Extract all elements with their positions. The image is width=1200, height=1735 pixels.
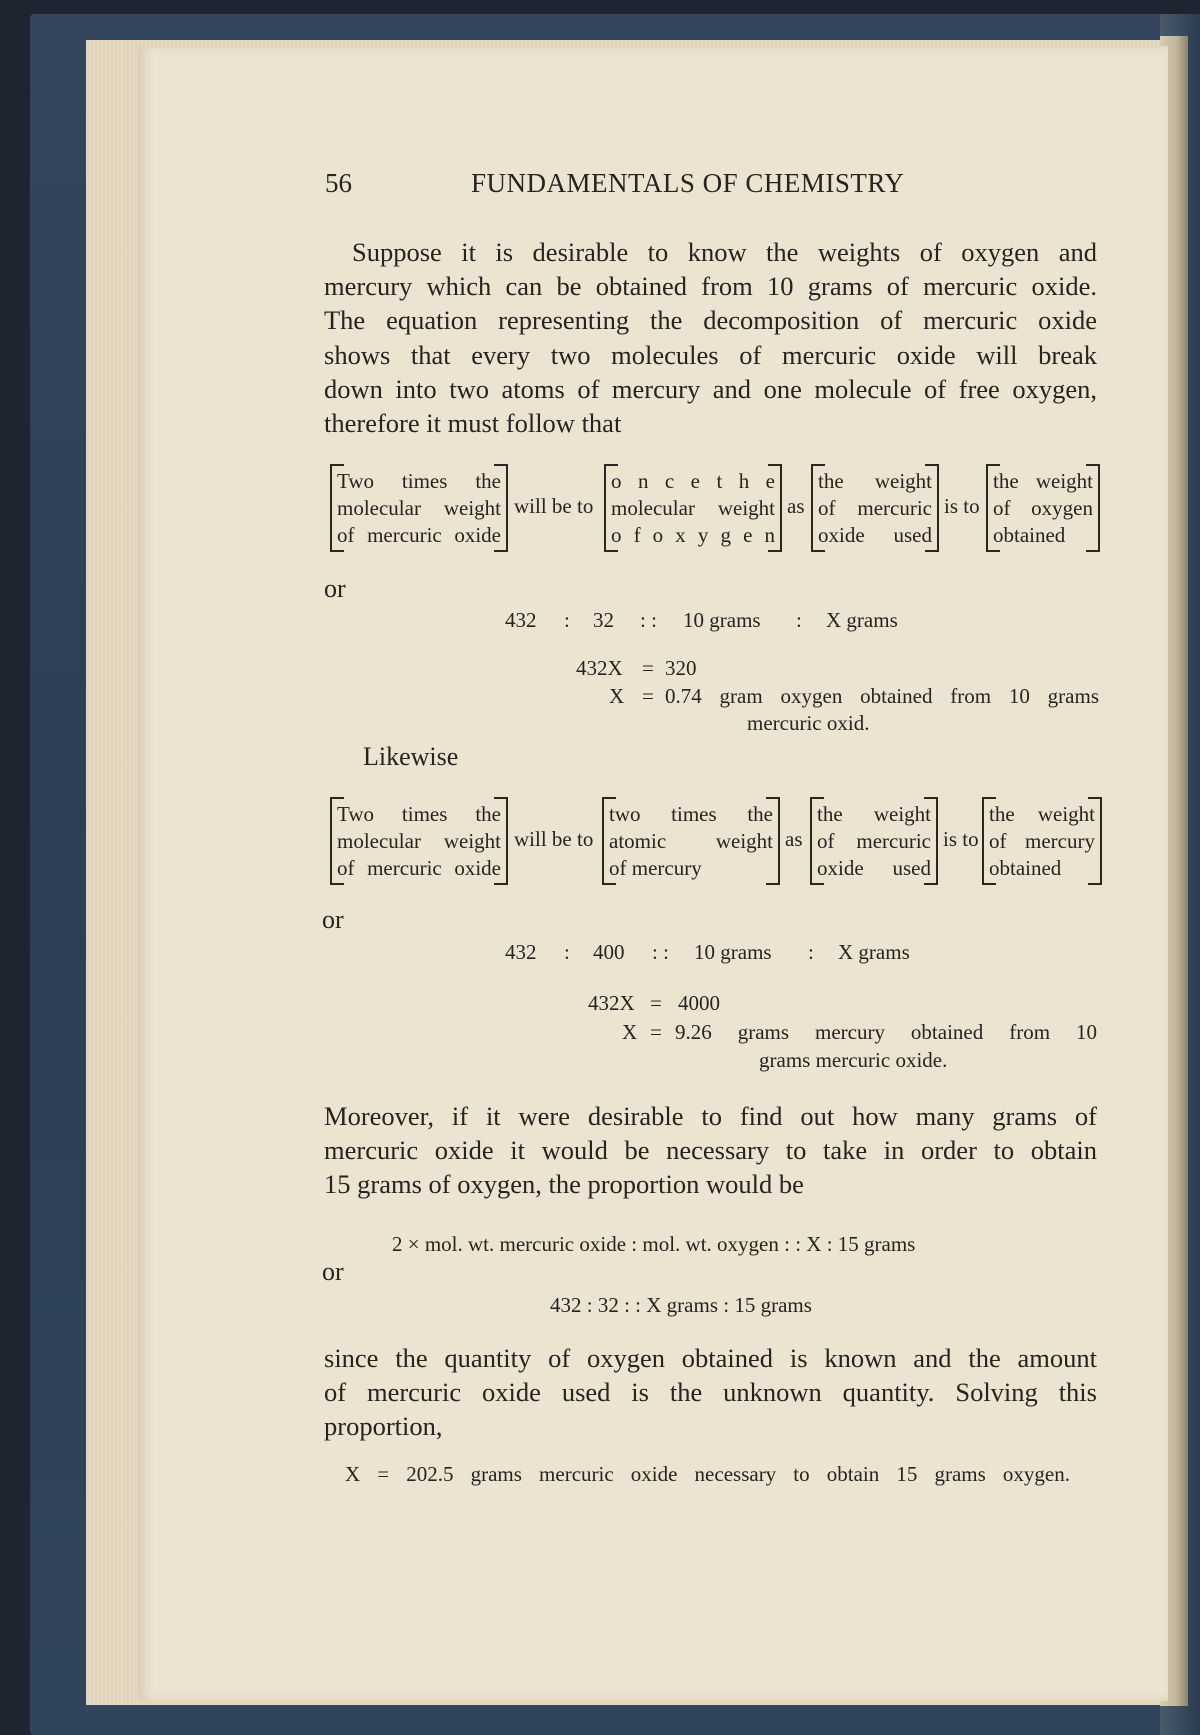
word-proportion-2 — [330, 797, 1100, 887]
connector: will be to — [514, 494, 594, 518]
bracket-term — [811, 464, 939, 552]
ratio-term: 32 — [593, 608, 614, 632]
term-line: Two times the — [337, 802, 501, 826]
term-line: the weight — [817, 802, 931, 826]
page-number: 56 — [325, 168, 352, 198]
term-line: o f o x y g e n — [611, 523, 775, 547]
text-line: proportion, — [324, 1411, 443, 1442]
final-result: X = 202.5 grams mercuric oxide necessary to obtain 15 grams oxygen. — [345, 1462, 1070, 1486]
or-label: or — [324, 574, 346, 603]
connector: is to — [944, 494, 980, 518]
term-line: molecular weight — [611, 496, 775, 520]
equation-continuation: mercuric oxid. — [747, 711, 870, 735]
equation-left: 432X — [588, 991, 635, 1015]
bracket-term — [602, 797, 780, 885]
text-line: mercury which can be obtained from 10 grams of mercuric oxide. — [324, 271, 1097, 302]
or-label: or — [322, 905, 344, 934]
paragraph-2 — [324, 1099, 1097, 1202]
term-line: molecular weight — [337, 829, 501, 853]
text-line: mercuric oxide it would be necessary to take in order to obtain — [324, 1135, 1097, 1166]
term-line: the weight — [818, 469, 932, 493]
ratio-term: X grams — [826, 608, 898, 632]
ratio-term: 432 — [505, 940, 537, 964]
equation-right: 9.26 grams mercury obtained from 10 — [675, 1020, 1097, 1044]
term-line: oxide used — [817, 856, 931, 880]
ratio-term: 10 grams — [694, 940, 772, 964]
connector: as — [785, 827, 803, 851]
equals-sign: = — [650, 991, 662, 1015]
text-line: Moreover, if it were desirable to find out how many grams of — [324, 1101, 1097, 1131]
text-line: down into two atoms of mercury and one molecule of free oxygen, — [324, 373, 1097, 404]
term-line: of mercury — [609, 856, 702, 880]
equation-left: X — [622, 1020, 638, 1044]
text-line: The equation representing the decomposition of mercuric oxide — [324, 305, 1097, 336]
term-line: of mercuric — [817, 829, 931, 853]
likewise-label: Likewise — [363, 742, 459, 771]
ratio-term: X grams — [838, 940, 910, 964]
ratio-line: 432 : 32 : : X grams : 15 grams — [550, 1293, 812, 1317]
text-line: since the quantity of oxygen obtained is known and the amount — [324, 1343, 1097, 1373]
bracket-term — [986, 464, 1100, 552]
term-line: o n c e t h e — [611, 469, 775, 493]
equals-sign: = — [642, 684, 654, 708]
equals-sign: = — [642, 656, 654, 680]
bracket-term — [330, 797, 508, 885]
ratio-sign: : — [796, 608, 802, 632]
bracket-term — [604, 464, 782, 552]
term-line: oxide used — [818, 523, 932, 547]
equation-continuation: grams mercuric oxide. — [759, 1048, 948, 1072]
connector: as — [787, 494, 805, 518]
term-line: two times the — [609, 802, 773, 826]
ratio-term: 10 grams — [683, 608, 761, 632]
ratio-sign: : — [564, 940, 570, 964]
bracket-term — [330, 464, 508, 552]
equation-left: X — [609, 684, 625, 708]
equals-sign: = — [650, 1020, 662, 1044]
term-line: molecular weight — [337, 496, 501, 520]
equation-right: 4000 — [678, 991, 720, 1015]
formula-line: 2 × mol. wt. mercuric oxide : mol. wt. oxygen : : X : 15 grams — [392, 1232, 916, 1256]
term-line: of oxygen — [993, 496, 1093, 520]
equation-right: 320 — [665, 656, 697, 680]
text-line: shows that every two molecules of mercuric oxide will break — [324, 339, 1097, 370]
term-line: the weight — [993, 469, 1093, 493]
term-line: the weight — [989, 802, 1095, 826]
ratio-sign: : : — [640, 608, 657, 632]
bracket-term — [810, 797, 938, 885]
term-line: of mercury — [989, 829, 1095, 853]
bracket-term — [982, 797, 1102, 885]
ratio-term: 400 — [593, 940, 625, 964]
term-line: of mercuric — [818, 496, 932, 520]
term-line: of mercuric oxide — [337, 523, 501, 547]
ratio-sign: : — [564, 608, 570, 632]
text-line: Suppose it is desirable to know the weights of oxygen and — [352, 237, 1097, 267]
paragraph-3 — [324, 1341, 1097, 1444]
equation-right: 0.74 gram oxygen obtained from 10 grams — [665, 684, 1099, 708]
term-line: obtained — [989, 856, 1062, 880]
term-line: obtained — [993, 523, 1066, 547]
connector: is to — [943, 827, 979, 851]
running-title: FUNDAMENTALS OF CHEMISTRY — [471, 168, 905, 198]
text-line: of mercuric oxide used is the unknown quantity. Solving this — [324, 1377, 1097, 1408]
or-label: or — [322, 1257, 344, 1286]
word-proportion-1 — [330, 464, 1100, 554]
paragraph-1 — [324, 235, 1097, 440]
text-line: therefore it must follow that — [324, 408, 622, 439]
ratio-sign: : : — [652, 940, 669, 964]
text-line: 15 grams of oxygen, the proportion would be — [324, 1169, 804, 1200]
ratio-sign: : — [808, 940, 814, 964]
term-line: of mercuric oxide — [337, 856, 501, 880]
connector: will be to — [514, 827, 594, 851]
equation-left: 432X — [576, 656, 623, 680]
term-line: Two times the — [337, 469, 501, 493]
ratio-term: 432 — [505, 608, 537, 632]
term-line: atomic weight — [609, 829, 773, 853]
